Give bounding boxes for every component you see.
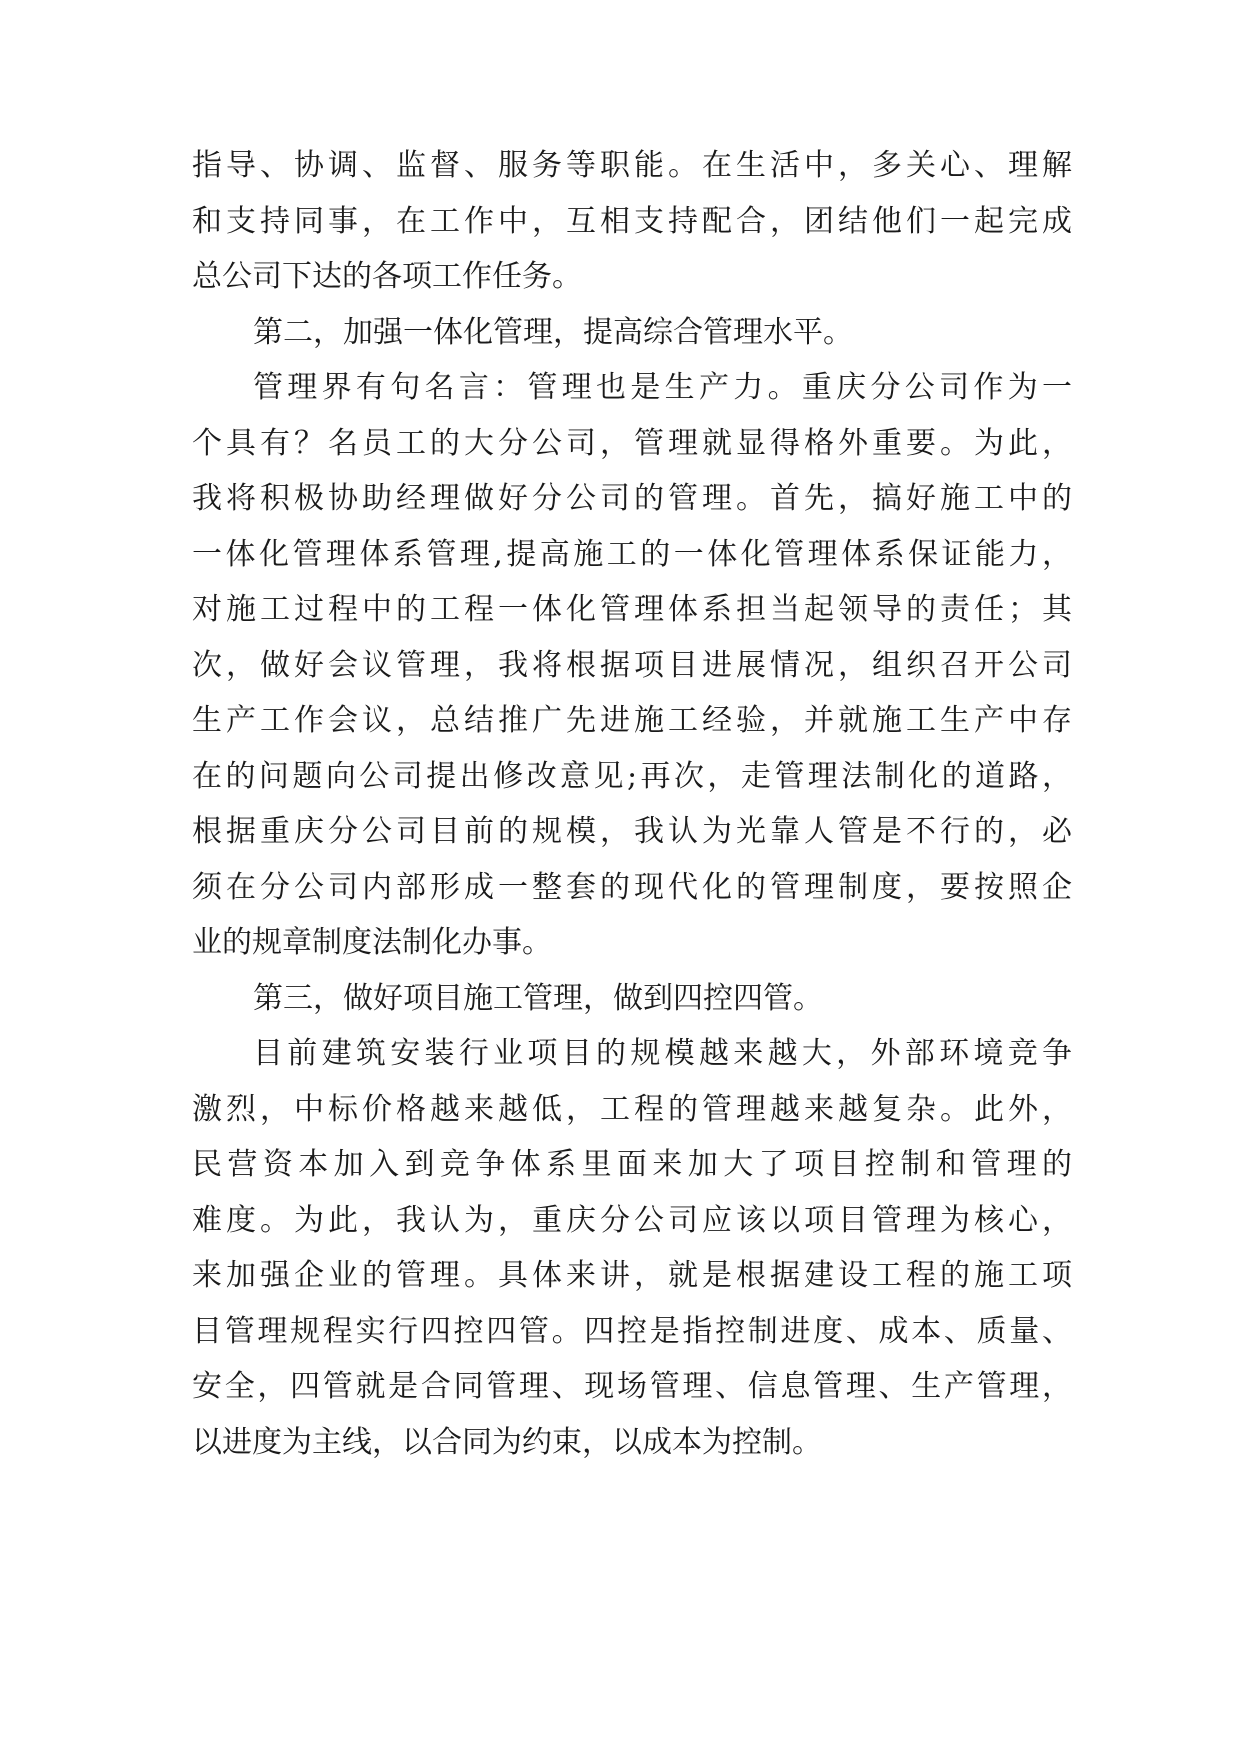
text-line: 生产工作会议，总结推广先进施工经验，并就施工生产中存 [192, 703, 1072, 738]
text-line: 安全，四管就是合同管理、现场管理、信息管理、生产管理， [192, 1369, 1072, 1404]
text-line: 根据重庆分公司目前的规模，我认为光靠人管是不行的，必 [192, 814, 1072, 849]
text-line: 在的问题向公司提出修改意见;再次，走管理法制化的道路， [192, 759, 1072, 794]
text-line: 须在分公司内部形成一整套的现代化的管理制度，要按照企 [192, 870, 1072, 905]
section-heading: 第三，做好项目施工管理，做到四控四管。 [253, 981, 823, 1016]
text-line: 激烈，中标价格越来越低，工程的管理越来越复杂。此外， [192, 1092, 1072, 1127]
text-line: 一体化管理体系管理,提高施工的一体化管理体系保证能力， [192, 537, 1072, 572]
section-heading: 第二，加强一体化管理，提高综合管理水平。 [253, 315, 853, 350]
text-line: 以进度为主线，以合同为约束，以成本为控制。 [192, 1425, 822, 1460]
text-line: 指导、协调、监督、服务等职能。在生活中，多关心、理解 [192, 148, 1072, 183]
text-line: 民营资本加入到竞争体系里面来加大了项目控制和管理的 [192, 1147, 1072, 1182]
text-line: 对施工过程中的工程一体化管理体系担当起领导的责任；其 [192, 592, 1072, 627]
text-line: 个具有？名员工的大分公司，管理就显得格外重要。为此， [192, 426, 1072, 461]
text-line: 目前建筑安装行业项目的规模越来越大，外部环境竞争 [253, 1036, 1072, 1071]
text-line: 我将积极协助经理做好分公司的管理。首先，搞好施工中的 [192, 481, 1072, 516]
text-line: 管理界有句名言：管理也是生产力。重庆分公司作为一 [253, 370, 1072, 405]
text-line: 来加强企业的管理。具体来讲，就是根据建设工程的施工项 [192, 1258, 1072, 1293]
text-line: 业的规章制度法制化办事。 [192, 925, 552, 960]
text-line: 难度。为此，我认为，重庆分公司应该以项目管理为核心， [192, 1203, 1072, 1238]
text-line: 次，做好会议管理，我将根据项目进展情况，组织召开公司 [192, 648, 1072, 683]
text-line: 目管理规程实行四控四管。四控是指控制进度、成本、质量、 [192, 1314, 1072, 1349]
text-line: 和支持同事，在工作中，互相支持配合，团结他们一起完成 [192, 204, 1072, 239]
text-line: 总公司下达的各项工作任务。 [192, 259, 582, 294]
